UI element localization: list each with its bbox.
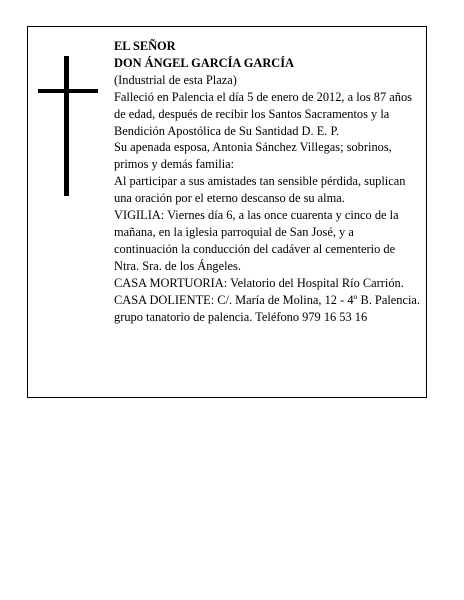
funeral-service-contact: grupo tanatorio de palencia. Teléfono 979 16 53 16: [114, 309, 368, 324]
deceased-name: DON ÁNGEL GARCÍA GARCÍA: [114, 55, 295, 70]
latin-cross-icon: [38, 56, 98, 196]
deceased-title: EL SEÑOR: [114, 39, 176, 53]
vigil-details: VIGILIA: Viernes día 6, a las once cuarenta y cinco de la mañana, en la iglesia parroquial de San José, y a continuación la conducción del cadáver al cementerio de Ntra. Sra. de los Ángeles.: [114, 208, 399, 273]
family-mourners: Su apenada esposa, Antonia Sánchez Villegas; sobrinos, primos y demás familia:: [114, 140, 392, 172]
deceased-occupation: (Industrial de esta Plaza): [114, 72, 237, 87]
prayer-request: Al participar a sus amistades tan sensible pérdida, suplican una oración por el eterno descanso de su alma.: [114, 174, 406, 206]
funeral-home: CASA MORTUORIA: Velatorio del Hospital Río Carrión.: [114, 275, 404, 290]
cross-vertical-bar: [64, 56, 69, 196]
obituary-text: [114, 38, 420, 325]
death-announcement: Falleció en Palencia el día 5 de enero de 2012, a los 87 años de edad, después de recibir los Santos Sacramentos y la Bendición Apostólica de Su Santidad D. E. P.: [114, 89, 412, 138]
cross-horizontal-bar: [38, 89, 98, 93]
mourning-house-address: CASA DOLIENTE: C/. María de Molina, 12 - 4º B. Palencia.: [114, 292, 420, 307]
